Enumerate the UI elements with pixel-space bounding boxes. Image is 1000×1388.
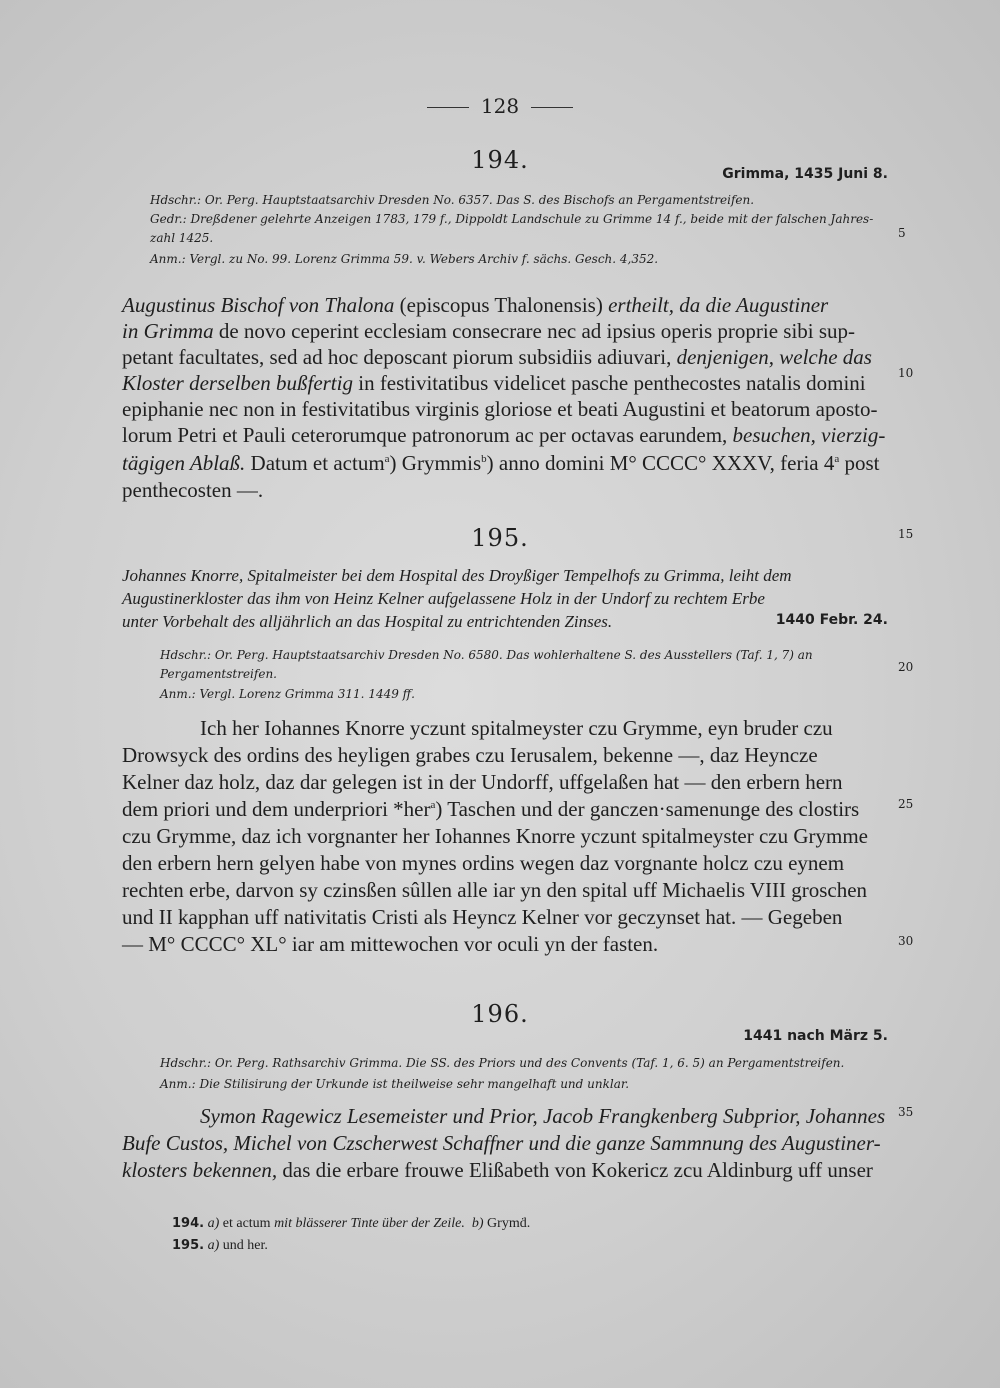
doc-194-line-3: petant facultates, sed ad hoc deposcant piorum subsidiis adiuvari, denjenigen, welche das (122, 345, 872, 369)
doc-194-line-2: in Grimma de novo ceperint ecclesiam consecrare nec ad ipsius operis proprie sibi sup- (122, 319, 856, 343)
doc-195-line-1: Ich her Iohannes Knorre yczunt spitalmeyster czu Grymme, eyn bruder czu (200, 716, 833, 740)
line-number-15: 15 (898, 527, 914, 541)
doc-195-rubric-1: Johannes Knorre, Spitalmeister bei dem Hospital des Droyßiger Tempelhofs zu Grimma, leiht dem (122, 566, 792, 585)
footnote-195: 195. a) und her. (172, 1238, 268, 1253)
doc-195-date: 1440 Febr. 24. (775, 612, 888, 628)
doc-195-line-6: den erbern hern gelyen habe von mynes ordins wegen daz vorgnante holcz czu eynem (122, 851, 845, 875)
doc-195-line-2: Drowsyck des ordins des heyligen grabes czu Ierusalem, bekenne —, daz Heyncze (122, 743, 818, 767)
doc-195-note-1: Hdschr.: Or. Perg. Hauptstaatsarchiv Dresden No. 6580. Das wohlerhaltene S. des Ausstellers (Taf. 1, 7) an (160, 648, 813, 662)
doc-194-line-5: epiphanie nec non in festivitatibus virginis gloriose et beati Augustini et beatorum aposto- (122, 397, 878, 421)
doc-194-note-1: Hdschr.: Or. Perg. Hauptstaatsarchiv Dresden No. 6357. Das S. des Bischofs an Pergamentstreifen. (150, 193, 755, 207)
doc-194-note-2: Gedr.: Dreßdener gelehrte Anzeigen 1783, 179 f., Dippoldt Landschule zu Grimme 14 f., beide mit der falschen Jahres- (150, 212, 874, 226)
doc-195-note-2: Pergamentstreifen. (160, 667, 277, 681)
line-number-30: 30 (898, 934, 914, 948)
doc-196-number: 196. (471, 1000, 529, 1028)
doc-195-line-4: dem priori und dem underpriori *her$^a$) Taschen und der ganczen·samenunge des clostirs (122, 797, 860, 821)
doc-194-date: Grimma, 1435 Juni 8. (722, 166, 888, 182)
doc-195-rubric-3: unter Vorbehalt des alljährlich an das Hospital zu entrichtenden Zinses. (122, 612, 613, 631)
doc-196-date: 1441 nach März 5. (743, 1028, 888, 1044)
doc-195-line-5: czu Grymme, daz ich vorgnanter her Iohannes Knorre yczunt spitalmeyster czu Grymme (122, 824, 869, 848)
doc-196-line-1: Symon Ragewicz Lesemeister und Prior, Jacob Frangkenberg Subprior, Johannes (200, 1104, 886, 1128)
line-number-25: 25 (898, 797, 914, 811)
doc-195-line-7: rechten erbe, darvon sy czinsßen sûllen alle iar yn den spital uff Michaelis VIII groschen (122, 878, 868, 902)
doc-194-line-8: penthecosten —. (122, 478, 264, 502)
footnote-194: 194. a) et actum mit blässerer Tinte über der Zeile. b) Grymḋ. (172, 1216, 531, 1231)
rule-left (427, 107, 469, 108)
doc-195-number: 195. (471, 524, 529, 552)
doc-195-line-3: Kelner daz holz, daz dar gelegen ist in der Undorff, uffgelaßen hat — den erbern hern (122, 770, 843, 794)
rule-right (531, 107, 573, 108)
doc-194-line-7: tägigen Ablaß. Datum et actum$^a$) Grymmis$^b$) anno domini M° CCCC° XXXV, feria 4$^a$ post (122, 451, 880, 475)
doc-196-note-1: Hdschr.: Or. Perg. Rathsarchiv Grimma. Die SS. des Priors und des Convents (Taf. 1, 6. 5) an Pergamentstreifen. (160, 1056, 845, 1070)
doc-196-line-2: Bufe Custos, Michel von Czscherwest Schaffner und die ganze Sammnung des Augustiner- (122, 1131, 881, 1155)
doc-194-note-4: Anm.: Vergl. zu No. 99. Lorenz Grimma 59. v. Webers Archiv f. sächs. Gesch. 4,352. (150, 252, 659, 266)
line-number-20: 20 (898, 660, 914, 674)
doc-195-line-9: — M° CCCC° XL° iar am mittewochen vor oculi yn der fasten. (122, 932, 659, 956)
line-number-35: 35 (898, 1105, 914, 1119)
doc-194-line-1: Augustinus Bischof von Thalona (episcopus Thalonensis) ertheilt, da die Augustiner (122, 293, 829, 317)
page-number: 128 (0, 94, 1000, 118)
doc-196-note-2: Anm.: Die Stilisirung der Urkunde ist theilweise sehr mangelhaft und unklar. (160, 1077, 630, 1091)
line-number-5: 5 (898, 226, 906, 240)
doc-194-number: 194. (471, 146, 529, 174)
doc-195-line-8: und II kapphan uff nativitatis Cristi als Heyncz Kelner vor geczynset hat. — Gegeben (122, 905, 843, 929)
doc-194-line-6: lorum Petri et Pauli ceterorumque patronorum ac per octavas earundem, besuchen, vierzig- (122, 423, 886, 447)
doc-194-line-4: Kloster derselben bußfertig in festivitatibus videlicet pasche penthecostes natalis domini (122, 371, 866, 395)
doc-194-note-3: zahl 1425. (150, 231, 214, 245)
doc-195-note-3: Anm.: Vergl. Lorenz Grimma 311. 1449 ff. (160, 687, 415, 701)
line-number-10: 10 (898, 366, 914, 380)
doc-195-rubric-2: Augustinerkloster das ihm von Heinz Kelner aufgelassene Holz in der Undorf zu rechtem Erbe (122, 589, 765, 608)
doc-196-line-3: klosters bekennen, das die erbare frouwe Elißabeth von Kokericz zcu Aldinburg uff unser (122, 1158, 873, 1182)
